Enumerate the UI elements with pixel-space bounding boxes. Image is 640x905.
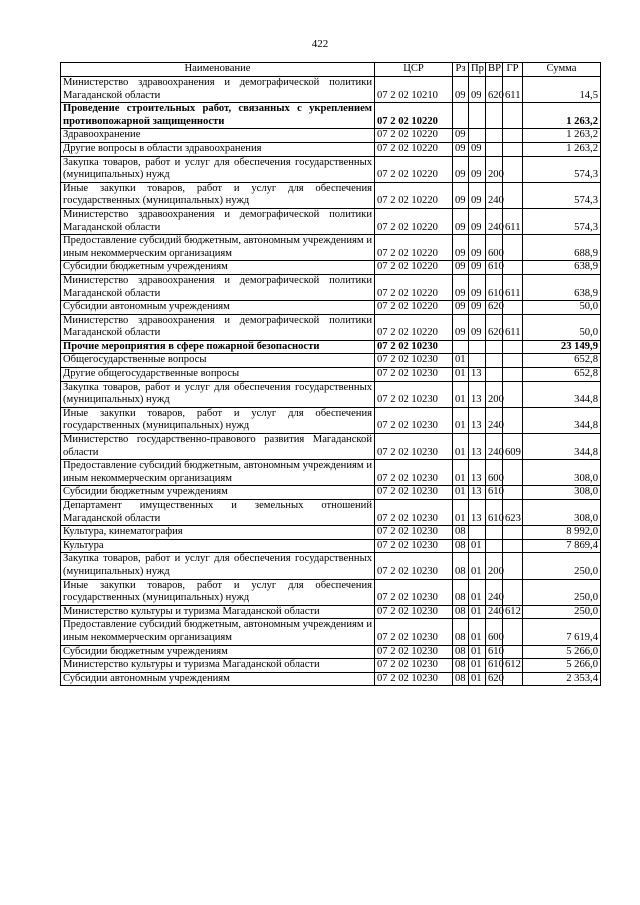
cell-sum: 344,8 bbox=[523, 381, 601, 407]
cell-pr bbox=[469, 103, 486, 129]
cell-gr bbox=[503, 235, 523, 261]
cell-sum: 344,8 bbox=[523, 434, 601, 460]
table-row bbox=[61, 368, 601, 382]
table-row bbox=[61, 579, 601, 605]
cell-pr: 13 bbox=[469, 434, 486, 460]
cell-gr bbox=[503, 645, 523, 659]
cell-pr: 01 bbox=[469, 672, 486, 686]
cell-sum: 638,9 bbox=[523, 274, 601, 300]
cell-name: Здравоохранение bbox=[61, 129, 375, 143]
cell-name: Общегосударственные вопросы bbox=[61, 354, 375, 368]
cell-gr bbox=[503, 619, 523, 645]
table-row bbox=[61, 274, 601, 300]
cell-rz: 01 bbox=[453, 354, 469, 368]
cell-sum: 1 263,2 bbox=[523, 103, 601, 129]
cell-pr: 01 bbox=[469, 645, 486, 659]
cell-rz: 08 bbox=[453, 645, 469, 659]
cell-sum: 688,9 bbox=[523, 235, 601, 261]
cell-name: Другие вопросы в области здравоохранения bbox=[61, 142, 375, 156]
cell-gr bbox=[503, 672, 523, 686]
cell-vr: 600 bbox=[486, 619, 503, 645]
table-row bbox=[61, 645, 601, 659]
cell-vr: 620 bbox=[486, 314, 503, 340]
cell-vr: 620 bbox=[486, 672, 503, 686]
table-row bbox=[61, 500, 601, 526]
cell-vr: 240 bbox=[486, 208, 503, 234]
cell-csr: 07 2 02 10210 bbox=[375, 77, 453, 103]
cell-gr bbox=[503, 182, 523, 208]
cell-csr: 07 2 02 10230 bbox=[375, 368, 453, 382]
cell-sum: 5 266,0 bbox=[523, 645, 601, 659]
cell-rz: 09 bbox=[453, 208, 469, 234]
cell-rz: 01 bbox=[453, 460, 469, 486]
cell-vr bbox=[486, 526, 503, 540]
cell-pr: 13 bbox=[469, 407, 486, 433]
cell-vr: 600 bbox=[486, 235, 503, 261]
cell-pr: 01 bbox=[469, 659, 486, 673]
cell-csr: 07 2 02 10220 bbox=[375, 156, 453, 182]
cell-sum: 1 263,2 bbox=[523, 129, 601, 143]
cell-rz: 09 bbox=[453, 142, 469, 156]
cell-csr: 07 2 02 10230 bbox=[375, 526, 453, 540]
cell-csr: 07 2 02 10230 bbox=[375, 659, 453, 673]
cell-vr bbox=[486, 368, 503, 382]
cell-csr: 07 2 02 10220 bbox=[375, 314, 453, 340]
cell-gr: 612 bbox=[503, 605, 523, 619]
cell-csr: 07 2 02 10220 bbox=[375, 129, 453, 143]
cell-csr: 07 2 02 10230 bbox=[375, 645, 453, 659]
cell-pr bbox=[469, 354, 486, 368]
cell-name: Иные закупки товаров, работ и услуг для обеспечения государственных (муниципальных) нужд bbox=[61, 407, 375, 433]
cell-name: Культура bbox=[61, 539, 375, 553]
cell-name: Проведение строительных работ, связанных с укреплением противопожарной защищенности bbox=[61, 103, 375, 129]
cell-csr: 07 2 02 10230 bbox=[375, 340, 453, 354]
cell-gr: 611 bbox=[503, 208, 523, 234]
cell-gr bbox=[503, 301, 523, 315]
cell-rz: 09 bbox=[453, 129, 469, 143]
cell-pr: 09 bbox=[469, 314, 486, 340]
cell-pr: 13 bbox=[469, 500, 486, 526]
cell-sum: 574,3 bbox=[523, 182, 601, 208]
cell-name: Министерство здравоохранения и демографической политики Магаданской области bbox=[61, 274, 375, 300]
cell-sum: 652,8 bbox=[523, 354, 601, 368]
cell-name: Предоставление субсидий бюджетным, автономным учреждениям и иным некоммерческим организациям bbox=[61, 619, 375, 645]
cell-gr bbox=[503, 526, 523, 540]
cell-vr: 620 bbox=[486, 77, 503, 103]
cell-pr: 01 bbox=[469, 553, 486, 579]
cell-sum: 5 266,0 bbox=[523, 659, 601, 673]
cell-vr: 200 bbox=[486, 156, 503, 182]
table-row bbox=[61, 619, 601, 645]
cell-csr: 07 2 02 10230 bbox=[375, 460, 453, 486]
cell-pr: 09 bbox=[469, 142, 486, 156]
cell-pr bbox=[469, 340, 486, 354]
cell-rz: 08 bbox=[453, 579, 469, 605]
cell-name: Министерство культуры и туризма Магаданской области bbox=[61, 659, 375, 673]
cell-sum: 50,0 bbox=[523, 314, 601, 340]
header-sum: Сумма bbox=[523, 63, 601, 77]
header-rz: Рз bbox=[453, 63, 469, 77]
cell-vr: 240 bbox=[486, 605, 503, 619]
cell-name: Закупка товаров, работ и услуг для обеспечения государственных (муниципальных) нужд bbox=[61, 156, 375, 182]
cell-name: Субсидии автономным учреждениям bbox=[61, 301, 375, 315]
table-row bbox=[61, 381, 601, 407]
cell-rz bbox=[453, 340, 469, 354]
table-body bbox=[61, 77, 601, 686]
cell-rz: 01 bbox=[453, 407, 469, 433]
header-row bbox=[61, 63, 601, 77]
cell-vr: 610 bbox=[486, 645, 503, 659]
cell-pr: 09 bbox=[469, 261, 486, 275]
cell-name: Закупка товаров, работ и услуг для обеспечения государственных (муниципальных) нужд bbox=[61, 381, 375, 407]
cell-sum: 574,3 bbox=[523, 156, 601, 182]
cell-gr: 609 bbox=[503, 434, 523, 460]
cell-name: Другие общегосударственные вопросы bbox=[61, 368, 375, 382]
cell-gr bbox=[503, 381, 523, 407]
cell-gr bbox=[503, 368, 523, 382]
cell-vr: 620 bbox=[486, 301, 503, 315]
cell-sum: 250,0 bbox=[523, 605, 601, 619]
cell-csr: 07 2 02 10220 bbox=[375, 261, 453, 275]
page-number: 422 bbox=[311, 38, 329, 50]
cell-pr: 01 bbox=[469, 619, 486, 645]
cell-rz: 09 bbox=[453, 274, 469, 300]
cell-gr bbox=[503, 156, 523, 182]
cell-sum: 23 149,9 bbox=[523, 340, 601, 354]
table-row bbox=[61, 605, 601, 619]
cell-gr bbox=[503, 142, 523, 156]
cell-vr: 610 bbox=[486, 274, 503, 300]
cell-vr bbox=[486, 142, 503, 156]
cell-sum: 250,0 bbox=[523, 579, 601, 605]
cell-pr: 13 bbox=[469, 460, 486, 486]
table-row bbox=[61, 314, 601, 340]
table-row bbox=[61, 235, 601, 261]
cell-rz bbox=[453, 103, 469, 129]
table-row bbox=[61, 672, 601, 686]
cell-name: Субсидии автономным учреждениям bbox=[61, 672, 375, 686]
cell-csr: 07 2 02 10230 bbox=[375, 434, 453, 460]
cell-pr: 09 bbox=[469, 182, 486, 208]
cell-rz: 01 bbox=[453, 434, 469, 460]
cell-gr: 611 bbox=[503, 274, 523, 300]
table-row bbox=[61, 526, 601, 540]
cell-rz: 09 bbox=[453, 261, 469, 275]
cell-name: Предоставление субсидий бюджетным, автономным учреждениям и иным некоммерческим организациям bbox=[61, 460, 375, 486]
header-gr: ГР bbox=[503, 63, 523, 77]
cell-sum: 8 992,0 bbox=[523, 526, 601, 540]
cell-csr: 07 2 02 10220 bbox=[375, 274, 453, 300]
cell-name: Прочие мероприятия в сфере пожарной безопасности bbox=[61, 340, 375, 354]
cell-gr bbox=[503, 460, 523, 486]
cell-csr: 07 2 02 10230 bbox=[375, 553, 453, 579]
cell-name: Культура, кинематография bbox=[61, 526, 375, 540]
table-row bbox=[61, 434, 601, 460]
cell-name: Департамент имущественных и земельных отношений Магаданской области bbox=[61, 500, 375, 526]
cell-gr bbox=[503, 354, 523, 368]
cell-pr: 13 bbox=[469, 486, 486, 500]
budget-table bbox=[60, 62, 601, 686]
cell-rz: 09 bbox=[453, 182, 469, 208]
cell-vr bbox=[486, 103, 503, 129]
cell-vr: 240 bbox=[486, 182, 503, 208]
header-csr: ЦСР bbox=[375, 63, 453, 77]
table-row bbox=[61, 340, 601, 354]
cell-pr: 01 bbox=[469, 579, 486, 605]
cell-sum: 14,5 bbox=[523, 77, 601, 103]
cell-rz: 08 bbox=[453, 539, 469, 553]
table-row bbox=[61, 208, 601, 234]
cell-rz: 09 bbox=[453, 301, 469, 315]
cell-rz: 08 bbox=[453, 526, 469, 540]
cell-vr: 610 bbox=[486, 261, 503, 275]
cell-csr: 07 2 02 10220 bbox=[375, 235, 453, 261]
cell-gr bbox=[503, 553, 523, 579]
cell-pr: 13 bbox=[469, 381, 486, 407]
header-name: Наименование bbox=[61, 63, 375, 77]
cell-rz: 09 bbox=[453, 77, 469, 103]
cell-gr bbox=[503, 407, 523, 433]
cell-name: Закупка товаров, работ и услуг для обеспечения государственных (муниципальных) нужд bbox=[61, 553, 375, 579]
cell-sum: 50,0 bbox=[523, 301, 601, 315]
cell-gr bbox=[503, 103, 523, 129]
cell-pr: 09 bbox=[469, 301, 486, 315]
cell-pr: 09 bbox=[469, 274, 486, 300]
cell-csr: 07 2 02 10230 bbox=[375, 354, 453, 368]
cell-name: Субсидии бюджетным учреждениям bbox=[61, 645, 375, 659]
cell-gr bbox=[503, 261, 523, 275]
cell-pr: 13 bbox=[469, 368, 486, 382]
cell-vr bbox=[486, 354, 503, 368]
cell-name: Министерство здравоохранения и демографической политики Магаданской области bbox=[61, 314, 375, 340]
cell-vr: 610 bbox=[486, 659, 503, 673]
cell-rz: 08 bbox=[453, 605, 469, 619]
cell-rz: 08 bbox=[453, 619, 469, 645]
cell-vr: 610 bbox=[486, 500, 503, 526]
cell-vr: 240 bbox=[486, 407, 503, 433]
cell-csr: 07 2 02 10230 bbox=[375, 486, 453, 500]
cell-gr: 611 bbox=[503, 77, 523, 103]
cell-vr: 200 bbox=[486, 553, 503, 579]
cell-vr bbox=[486, 340, 503, 354]
cell-csr: 07 2 02 10220 bbox=[375, 103, 453, 129]
cell-sum: 652,8 bbox=[523, 368, 601, 382]
cell-gr: 611 bbox=[503, 314, 523, 340]
cell-rz: 01 bbox=[453, 368, 469, 382]
cell-sum: 638,9 bbox=[523, 261, 601, 275]
cell-vr: 240 bbox=[486, 434, 503, 460]
cell-rz: 01 bbox=[453, 486, 469, 500]
table-row bbox=[61, 156, 601, 182]
cell-csr: 07 2 02 10230 bbox=[375, 500, 453, 526]
table-row bbox=[61, 354, 601, 368]
table-row bbox=[61, 182, 601, 208]
cell-name: Министерство здравоохранения и демографической политики Магаданской области bbox=[61, 77, 375, 103]
table-row bbox=[61, 659, 601, 673]
cell-pr: 09 bbox=[469, 208, 486, 234]
cell-name: Министерство культуры и туризма Магаданской области bbox=[61, 605, 375, 619]
cell-csr: 07 2 02 10230 bbox=[375, 605, 453, 619]
cell-rz: 09 bbox=[453, 156, 469, 182]
cell-sum: 344,8 bbox=[523, 407, 601, 433]
table-row bbox=[61, 553, 601, 579]
cell-csr: 07 2 02 10220 bbox=[375, 301, 453, 315]
cell-rz: 09 bbox=[453, 314, 469, 340]
cell-sum: 1 263,2 bbox=[523, 142, 601, 156]
cell-csr: 07 2 02 10220 bbox=[375, 182, 453, 208]
cell-rz: 01 bbox=[453, 500, 469, 526]
cell-name: Субсидии бюджетным учреждениям bbox=[61, 486, 375, 500]
table-row bbox=[61, 103, 601, 129]
cell-sum: 7 869,4 bbox=[523, 539, 601, 553]
header-pr: Пр bbox=[469, 63, 486, 77]
cell-csr: 07 2 02 10230 bbox=[375, 539, 453, 553]
cell-pr: 09 bbox=[469, 77, 486, 103]
table-row bbox=[61, 261, 601, 275]
cell-vr: 600 bbox=[486, 460, 503, 486]
cell-csr: 07 2 02 10230 bbox=[375, 672, 453, 686]
cell-rz: 01 bbox=[453, 381, 469, 407]
table-row bbox=[61, 460, 601, 486]
cell-pr: 01 bbox=[469, 605, 486, 619]
cell-gr bbox=[503, 579, 523, 605]
cell-sum: 574,3 bbox=[523, 208, 601, 234]
cell-rz: 08 bbox=[453, 672, 469, 686]
cell-vr bbox=[486, 539, 503, 553]
cell-gr: 623 bbox=[503, 500, 523, 526]
cell-name: Предоставление субсидий бюджетным, автономным учреждениям и иным некоммерческим организациям bbox=[61, 235, 375, 261]
table-row bbox=[61, 539, 601, 553]
cell-name: Иные закупки товаров, работ и услуг для обеспечения государственных (муниципальных) нужд bbox=[61, 182, 375, 208]
table-row bbox=[61, 486, 601, 500]
cell-rz: 08 bbox=[453, 553, 469, 579]
table-row bbox=[61, 77, 601, 103]
cell-sum: 308,0 bbox=[523, 460, 601, 486]
cell-csr: 07 2 02 10220 bbox=[375, 208, 453, 234]
cell-vr: 610 bbox=[486, 486, 503, 500]
cell-csr: 07 2 02 10230 bbox=[375, 407, 453, 433]
cell-sum: 308,0 bbox=[523, 500, 601, 526]
cell-vr: 240 bbox=[486, 579, 503, 605]
cell-rz: 08 bbox=[453, 659, 469, 673]
header-vr: ВР bbox=[486, 63, 503, 77]
cell-name: Министерство здравоохранения и демографической политики Магаданской области bbox=[61, 208, 375, 234]
cell-vr bbox=[486, 129, 503, 143]
cell-name: Иные закупки товаров, работ и услуг для обеспечения государственных (муниципальных) нужд bbox=[61, 579, 375, 605]
cell-csr: 07 2 02 10230 bbox=[375, 619, 453, 645]
cell-pr bbox=[469, 526, 486, 540]
cell-gr bbox=[503, 129, 523, 143]
cell-vr: 200 bbox=[486, 381, 503, 407]
cell-csr: 07 2 02 10230 bbox=[375, 579, 453, 605]
cell-gr: 612 bbox=[503, 659, 523, 673]
cell-name: Субсидии бюджетным учреждениям bbox=[61, 261, 375, 275]
cell-csr: 07 2 02 10220 bbox=[375, 142, 453, 156]
table-row bbox=[61, 407, 601, 433]
cell-pr: 09 bbox=[469, 156, 486, 182]
table-row bbox=[61, 301, 601, 315]
cell-csr: 07 2 02 10230 bbox=[375, 381, 453, 407]
cell-gr bbox=[503, 340, 523, 354]
cell-pr: 09 bbox=[469, 235, 486, 261]
table-row bbox=[61, 142, 601, 156]
cell-sum: 308,0 bbox=[523, 486, 601, 500]
cell-sum: 2 353,4 bbox=[523, 672, 601, 686]
cell-sum: 250,0 bbox=[523, 553, 601, 579]
cell-name: Министерство государственно-правового развития Магаданской области bbox=[61, 434, 375, 460]
cell-gr bbox=[503, 539, 523, 553]
cell-sum: 7 619,4 bbox=[523, 619, 601, 645]
cell-pr: 01 bbox=[469, 539, 486, 553]
table-row bbox=[61, 129, 601, 143]
cell-rz: 09 bbox=[453, 235, 469, 261]
cell-gr bbox=[503, 486, 523, 500]
cell-pr bbox=[469, 129, 486, 143]
